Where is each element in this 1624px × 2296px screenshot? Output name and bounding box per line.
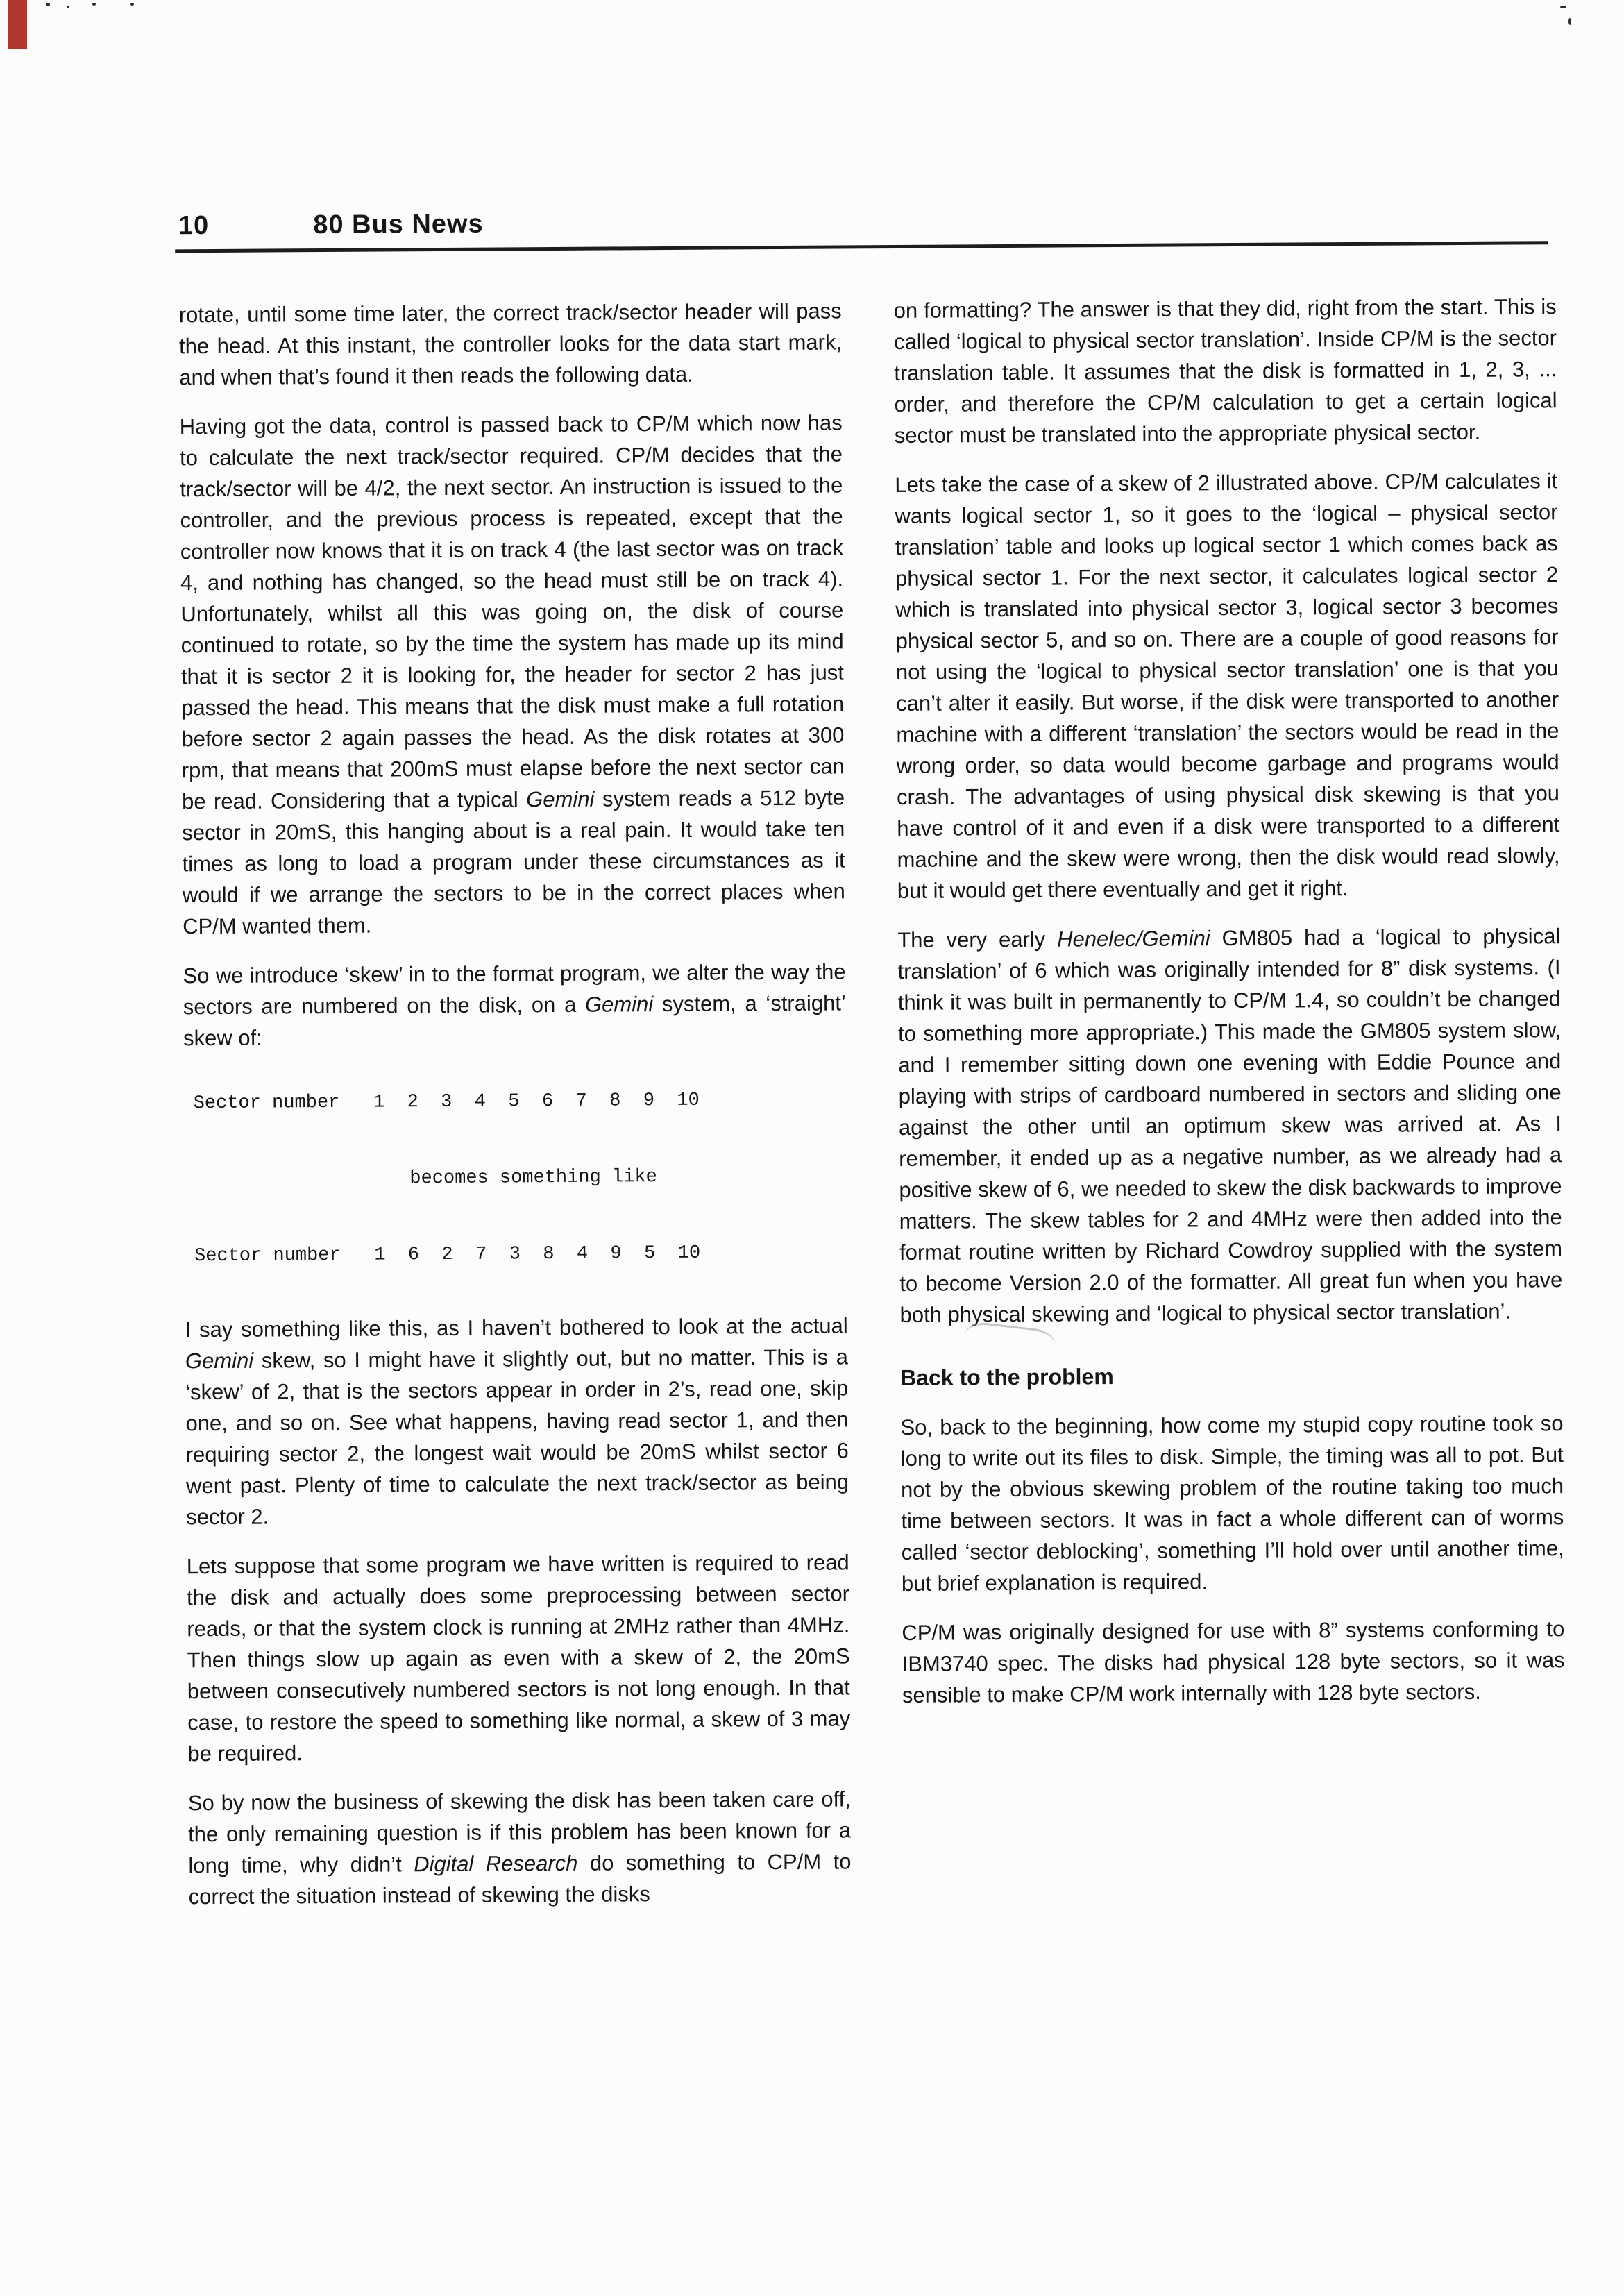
page-header <box>178 203 1556 253</box>
body-paragraph: Lets suppose that some program we have written is required to read the disk and actually does some preprocessing between sector reads, or that the system clock is running at 2MHz rather than 4MHz. Then things slow up again as even with a skew of 2, the 20mS between consecutively numbered sectors is not long enough. In that case, to restore the speed to something like normal, a skew of 3 may be required. <box>186 1550 851 1766</box>
body-paragraph: rotate, until some time later, the correct track/sector header will pass the head. At this instant, the controller looks for the data start mark, and when that’s found it then reads the following data. <box>178 298 843 390</box>
body-paragraph: CP/M was originally designed for use with 8” systems conforming to IBM3740 spec. The disks had physical 128 byte sectors, so it was sensible to make CP/M work internally with 128 byte sectors. <box>902 1617 1565 1707</box>
body-paragraph: So by now the business of skewing the disk has been taken care off, the only remaining question is if this problem has been known for a long time, why didn’t Digital Research do something to CP/M to correct the situation instead of skewing the disks <box>187 1787 852 1909</box>
sector-numbers-skewed: Sector number 1 6 2 7 3 8 4 9 5 10 <box>194 1242 701 1267</box>
right-column <box>894 291 1566 1926</box>
publication-title: 80 Bus News <box>313 209 484 240</box>
body-paragraph: So, back to the beginning, how come my stupid copy routine took so long to write out its files to disk. Simple, the timing was all to pot. But not by the obvious skewing problem of the routine taking too much time between sectors. It was in fact a whole different can of worms called ‘sector deblocking’, something I’ll hold over until another time, but brief explanation is required. <box>900 1411 1564 1596</box>
two-column-body <box>179 291 1566 1930</box>
header-rule <box>175 241 1548 253</box>
body-paragraph: So we introduce ‘skew’ in to the format program, we alter the way the sectors are numbered on the disk, on a Gemini system, a ‘straight’ skew of: <box>183 959 846 1051</box>
section-heading-text: Back to the problem <box>900 1364 1114 1390</box>
section-heading <box>900 1358 1563 1394</box>
sector-numbers-straight: Sector number 1 2 3 4 5 6 7 8 9 10 <box>193 1090 700 1115</box>
left-column <box>179 295 852 1930</box>
body-paragraph: The very early Henelec/Gemini GM805 had a ‘logical to physical translation’ of 6 which was originally intended for 8” disk systems. (I think it was built in permanently to CP/M 1.4, so couldn’t be changed to something more appropriate.) This made the GM805 system slow, and I remember sitting down one evening with Eddie Pounce and playing with strips of cardboard numbered in sectors and sliding one against the other until an optimum skew was arrived at. As I remember, it ended up as a negative number, as we already had a positive skew of 6, we needed to skew the disk backwards to improve matters. The skew tables for 2 and 4MHz were then added into the format routine written by Richard Cowdroy supplied with the system to become Version 2.0 of the formatter. All great fun when you have both physical skewing and ‘logical to physical sector translation’. <box>897 924 1563 1327</box>
page-number: 10 <box>178 211 210 241</box>
becomes-note: becomes something like <box>409 1167 657 1190</box>
body-paragraph: Having got the data, control is passed back to CP/M which now has to calculate the next track/sector required. CP/M decides that the track/sector will be 4/2, the next sector. An instruction is issued to the controller, and the previous process is repeated, except that the controller now knows that it is on track 4 (the last sector was on track 4, and nothing has changed, so the head must still be on track 4). Unfortunately, whilst all this was going on, the disk of course continued to rotate, so by the time the system has made up its mind that it is sector 2 it is looking for, the header for sector 2 has just passed the head. This means that the disk must make a full rotation before sector 2 again passes the head. As the disk rotates at 300 rpm, that means that 200mS must elapse before the next sector can be read. Considering that a typical Gemini system reads a 512 byte sector in 20mS, this hanging about is a real pain. It would take ten times as long to load a program under these circumstances as it would if we arrange the sectors to be in the correct places when CP/M wanted them. <box>179 410 845 939</box>
sector-skew-illustration <box>184 1084 848 1272</box>
body-paragraph: I say something like this, as I haven’t bothered to look at the actual Gemini skew, so I might have it slightly out, but no matter. This is a ‘skew’ of 2, that is the sectors appear in order in 2’s, read one, skip one, and so on. See what happens, having read sector 1, and then requiring sector 2, the longest wait would be 20mS whilst sector 6 went past. Plenty of time to calculate the next track/sector as being sector 2. <box>185 1313 849 1530</box>
body-paragraph: Lets take the case of a skew of 2 illustrated above. CP/M calculates it wants logical sector 1, so it goes to the ‘logical – physical sector translation’ table and looks up logical sector 1 which comes back as physical sector 1. For the next sector, it calculates logical sector 2 which is translated into physical sector 3, logical sector 3 becomes physical sector 5, and so on. There are a couple of good reasons for not using the ‘logical to physical sector translation’ one is that you can’t alter it easily. But worse, if the disk were transported to another machine with a different ‘translation’ the sectors would be read in the wrong order, so data would become garbage and programs would crash. The advantages of using physical disk skewing is that you have control of it and even if a disk were transported to a different machine and the skew were wrong, then the disk would read slowly, but it would get there eventually and get it right. <box>895 469 1560 903</box>
body-paragraph: on formatting? The answer is that they did, right from the start. This is called ‘logical to physical sector translation’. Inside CP/M is the sector translation table. It assumes that the disk is formatted in 1, 2, 3, ... order, and therefore the CP/M calculation to get a certain logical sector must be translated into the appropriate physical sector. <box>893 294 1557 448</box>
